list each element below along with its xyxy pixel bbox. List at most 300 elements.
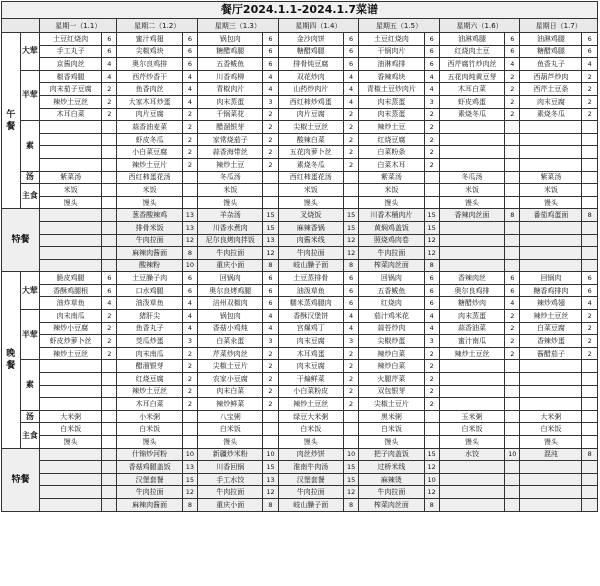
dish-name xyxy=(439,133,504,146)
menu-row xyxy=(2,310,598,323)
menu-row xyxy=(2,486,598,499)
dish-name: 醋溜银芽 xyxy=(117,360,182,373)
dish-name xyxy=(40,121,102,134)
dish-count: 15 xyxy=(182,473,197,486)
dish-count: 6 xyxy=(424,284,439,297)
dish-count: 2 xyxy=(424,385,439,398)
dish-count xyxy=(582,385,598,398)
dish-name: 素烧冬瓜 xyxy=(520,108,582,121)
dish-count xyxy=(102,398,117,411)
dish-name: 青椒肉片 xyxy=(198,83,263,96)
dish-count xyxy=(505,234,520,247)
menu-row xyxy=(2,448,598,461)
dish-name xyxy=(520,146,582,159)
menu-title: 餐厅2024.1.1-2024.1.7菜谱 xyxy=(2,2,598,19)
dish-name: 回锅肉 xyxy=(359,272,424,285)
dish-name: 油泼草鱼 xyxy=(278,284,343,297)
dish-count: 2 xyxy=(102,322,117,335)
dish-name: 回锅肉 xyxy=(520,272,582,285)
menu-row xyxy=(2,436,598,449)
menu-item-count xyxy=(102,436,117,449)
dish-count: 8 xyxy=(343,498,358,511)
menu-item: 小米粥 xyxy=(117,410,182,423)
dish-count: 2 xyxy=(263,121,278,134)
dish-name: 红烧肉 xyxy=(359,297,424,310)
dish-name: 五香鲅鱼 xyxy=(359,284,424,297)
menu-row xyxy=(2,498,598,511)
dish-name: 川香水煮肉 xyxy=(198,221,263,234)
dish-count: 4 xyxy=(505,297,520,310)
dish-count: 10 xyxy=(182,448,197,461)
menu-row xyxy=(2,95,598,108)
menu-item-count xyxy=(424,171,439,184)
menu-item: 馒头 xyxy=(198,436,263,449)
dish-count: 4 xyxy=(343,310,358,323)
dish-count: 15 xyxy=(424,209,439,222)
dish-count: 2 xyxy=(424,347,439,360)
dish-name: 肉末蒸蛋 xyxy=(359,108,424,121)
dish-name: 辣炒土豆丝 xyxy=(520,310,582,323)
dish-name: 重庆小面 xyxy=(198,498,263,511)
dish-count: 4 xyxy=(582,58,598,71)
dish-count: 6 xyxy=(102,284,117,297)
menu-table xyxy=(1,1,598,512)
dish-name: 红烧肉土豆 xyxy=(439,45,504,58)
dish-count: 8 xyxy=(424,498,439,511)
dish-count: 4 xyxy=(182,83,197,96)
dish-count: 6 xyxy=(263,272,278,285)
dish-count: 4 xyxy=(343,95,358,108)
dish-name: 鱼香肉丝 xyxy=(117,83,182,96)
dish-name: 木耳鸡蛋 xyxy=(278,347,343,360)
menu-item: 大米粥 xyxy=(520,410,582,423)
dish-count: 2 xyxy=(582,322,598,335)
dish-count: 2 xyxy=(263,360,278,373)
dish-count: 15 xyxy=(343,221,358,234)
dish-count: 6 xyxy=(182,58,197,71)
dish-count: 8 xyxy=(263,259,278,272)
dish-count: 2 xyxy=(182,373,197,386)
dish-count: 2 xyxy=(182,347,197,360)
dish-count: 6 xyxy=(343,284,358,297)
menu-item: 白米饭 xyxy=(198,423,263,436)
dish-name: 酱醋茄子 xyxy=(520,347,582,360)
menu-item: 馒头 xyxy=(40,436,102,449)
dish-count xyxy=(582,461,598,474)
dish-name: 尖椒土豆片 xyxy=(359,398,424,411)
menu-item-count xyxy=(505,436,520,449)
dish-count: 2 xyxy=(182,146,197,159)
dish-name: 家常烧茄子 xyxy=(198,133,263,146)
dish-name: 木耳白菜 xyxy=(117,398,182,411)
menu-row xyxy=(2,423,598,436)
menu-item: 冬瓜汤 xyxy=(198,171,263,184)
dish-count: 10 xyxy=(505,448,520,461)
dish-name: 肉片豆腐 xyxy=(278,108,343,121)
dish-count: 6 xyxy=(263,45,278,58)
dish-count: 4 xyxy=(263,83,278,96)
dish-count: 4 xyxy=(263,310,278,323)
dish-name: 辣炒白菜 xyxy=(359,347,424,360)
dish-name: 西芹炒香干 xyxy=(117,70,182,83)
menu-row xyxy=(2,284,598,297)
dish-name: 酸辣白菜 xyxy=(278,133,343,146)
dish-name: 油泼草鱼 xyxy=(117,297,182,310)
dish-count xyxy=(102,121,117,134)
dish-count: 4 xyxy=(102,297,117,310)
dish-name: 蒜香油菜 xyxy=(439,322,504,335)
menu-row xyxy=(2,221,598,234)
dish-count: 4 xyxy=(182,322,197,335)
menu-item-count xyxy=(582,436,598,449)
dish-count xyxy=(102,461,117,474)
dish-name: 牛肉拉面 xyxy=(278,486,343,499)
dish-name: 回锅肉 xyxy=(198,272,263,285)
dish-name: 岐山臊子面 xyxy=(278,498,343,511)
menu-row xyxy=(2,184,598,197)
menu-row xyxy=(2,360,598,373)
menu-item-count xyxy=(263,171,278,184)
menu-item: 馒头 xyxy=(40,196,102,209)
menu-row xyxy=(2,335,598,348)
dish-name: 肉末茄子豆腐 xyxy=(40,83,102,96)
dish-count: 10 xyxy=(263,448,278,461)
dish-name: 汉堡套餐 xyxy=(278,473,343,486)
dish-count: 4 xyxy=(102,58,117,71)
dish-count: 2 xyxy=(505,335,520,348)
dish-name: 奥尔良鸡排 xyxy=(439,284,504,297)
dish-count: 6 xyxy=(424,272,439,285)
menu-row xyxy=(2,146,598,159)
dish-count: 4 xyxy=(343,83,358,96)
section-label-dinner: 晚餐 xyxy=(2,272,21,448)
dish-name xyxy=(40,448,102,461)
dish-name: 芹菜炒肉丝 xyxy=(198,347,263,360)
menu-item-count xyxy=(343,436,358,449)
dish-count: 2 xyxy=(582,95,598,108)
dish-name: 农家小豆腐 xyxy=(198,373,263,386)
menu-item-count xyxy=(102,423,117,436)
dish-count xyxy=(505,146,520,159)
day-header: 星期一（1.1） xyxy=(40,19,117,33)
dish-count: 10 xyxy=(343,448,358,461)
dish-name: 肉末蒸蛋 xyxy=(359,95,424,108)
dish-name: 混沌 xyxy=(520,448,582,461)
dish-name xyxy=(40,247,102,260)
dish-name xyxy=(439,146,504,159)
dish-count: 6 xyxy=(343,297,358,310)
dish-count: 2 xyxy=(505,108,520,121)
dish-count: 2 xyxy=(343,398,358,411)
dish-count xyxy=(102,360,117,373)
dish-count: 2 xyxy=(102,347,117,360)
menu-row xyxy=(2,398,598,411)
dish-count: 12 xyxy=(182,234,197,247)
dish-name xyxy=(520,461,582,474)
dish-count: 15 xyxy=(263,461,278,474)
dish-name xyxy=(439,121,504,134)
dish-name xyxy=(520,398,582,411)
dish-count: 2 xyxy=(343,133,358,146)
dish-name: 鱼香丸子 xyxy=(520,58,582,71)
menu-item: 米饭 xyxy=(198,184,263,197)
dish-count: 8 xyxy=(343,259,358,272)
dish-count xyxy=(582,498,598,511)
dish-name: 过桥米线 xyxy=(359,461,424,474)
dish-name: 辣炒土豆片 xyxy=(117,158,182,171)
dish-name xyxy=(520,498,582,511)
dish-count xyxy=(505,486,520,499)
dish-count: 3 xyxy=(263,335,278,348)
dish-count xyxy=(582,247,598,260)
dish-count xyxy=(102,158,117,171)
dish-count xyxy=(102,473,117,486)
dish-name: 五香鲅鱼 xyxy=(198,58,263,71)
menu-item: 米饭 xyxy=(278,184,343,197)
header-corner xyxy=(2,19,40,33)
dish-name: 糖醋鸡腿 xyxy=(520,45,582,58)
menu-item-count xyxy=(343,184,358,197)
menu-row xyxy=(2,209,598,222)
dish-count: 2 xyxy=(263,146,278,159)
menu-item-count xyxy=(102,196,117,209)
dish-name xyxy=(520,486,582,499)
dish-name: 锅包肉 xyxy=(198,310,263,323)
category-label: 大荤 xyxy=(20,272,40,310)
dish-name: 锅包肉 xyxy=(198,33,263,46)
dish-count: 4 xyxy=(182,297,197,310)
dish-count: 8 xyxy=(182,247,197,260)
dish-name xyxy=(520,133,582,146)
dish-name xyxy=(40,398,102,411)
dish-name: 蒜香海带丝 xyxy=(198,146,263,159)
menu-item: 白米饭 xyxy=(278,423,343,436)
dish-name xyxy=(520,373,582,386)
dish-count: 4 xyxy=(343,322,358,335)
dish-name: 奥尔良烤鸡腿 xyxy=(198,284,263,297)
dish-name: 什锦炒河粉 xyxy=(117,448,182,461)
day-header: 星期六（1.6） xyxy=(439,19,520,33)
dish-count xyxy=(505,373,520,386)
dish-count xyxy=(582,486,598,499)
category-label: 半荤 xyxy=(20,70,40,120)
dish-name xyxy=(439,221,504,234)
dish-name: 红烧豆腐 xyxy=(117,373,182,386)
menu-row xyxy=(2,196,598,209)
dish-name: 虾皮炒萝卜丝 xyxy=(40,335,102,348)
menu-item: 馒头 xyxy=(520,436,582,449)
dish-name xyxy=(439,259,504,272)
dish-count xyxy=(505,259,520,272)
dish-count: 3 xyxy=(424,95,439,108)
dish-name: 木耳白菜 xyxy=(40,108,102,121)
dish-count: 2 xyxy=(424,121,439,134)
dish-name: 山药炒肉片 xyxy=(278,83,343,96)
dish-count: 10 xyxy=(424,473,439,486)
dish-count: 8 xyxy=(582,209,598,222)
dish-count: 6 xyxy=(263,33,278,46)
dish-count: 6 xyxy=(582,33,598,46)
dish-count: 2 xyxy=(102,335,117,348)
dish-name xyxy=(439,385,504,398)
dish-name: 香辣炒蛋 xyxy=(520,335,582,348)
menu-row xyxy=(2,33,598,46)
dish-name: 蜜汁鸡翅 xyxy=(117,33,182,46)
menu-item: 米饭 xyxy=(520,184,582,197)
menu-row xyxy=(2,297,598,310)
dish-name: 淮南牛肉汤 xyxy=(278,461,343,474)
dish-name: 牛肉拉面 xyxy=(117,234,182,247)
dish-name: 辣炒土豆 xyxy=(359,121,424,134)
dish-count xyxy=(505,221,520,234)
dish-name: 茭瓜炒蛋 xyxy=(117,335,182,348)
menu-item-count xyxy=(505,196,520,209)
menu-item: 馒头 xyxy=(359,436,424,449)
dish-count: 8 xyxy=(424,259,439,272)
dish-name xyxy=(40,209,102,222)
dish-count: 2 xyxy=(182,158,197,171)
dish-count: 2 xyxy=(343,121,358,134)
dish-count xyxy=(102,486,117,499)
dish-count: 12 xyxy=(263,247,278,260)
dish-name: 辣炒小豆腐 xyxy=(40,322,102,335)
dish-count: 4 xyxy=(102,70,117,83)
dish-name: 双包银芽 xyxy=(359,385,424,398)
dish-name: 肉酱米线 xyxy=(278,234,343,247)
dish-count: 12 xyxy=(343,234,358,247)
dish-name: 尖椒炒蛋 xyxy=(359,335,424,348)
dish-name: 土豆臊子肉 xyxy=(117,272,182,285)
dish-name: 糯米蒸鸡腿肉 xyxy=(278,297,343,310)
dish-name: 香辣鸡块 xyxy=(359,70,424,83)
dish-count: 4 xyxy=(424,83,439,96)
menu-item: 西红柿蛋花汤 xyxy=(117,171,182,184)
dish-name: 麻辣烫 xyxy=(359,473,424,486)
dish-name: 香酥汉堡饼 xyxy=(278,310,343,323)
dish-name: 猪肝尖 xyxy=(117,310,182,323)
dish-name: 把子肉盖饭 xyxy=(359,448,424,461)
menu-item: 白米饭 xyxy=(359,423,424,436)
dish-count: 2 xyxy=(505,95,520,108)
dish-count: 15 xyxy=(343,461,358,474)
dish-count: 6 xyxy=(182,45,197,58)
dish-count xyxy=(102,247,117,260)
menu-item: 玉米粥 xyxy=(439,410,504,423)
menu-row xyxy=(2,121,598,134)
dish-count: 4 xyxy=(263,322,278,335)
menu-row xyxy=(2,322,598,335)
dish-count: 6 xyxy=(263,297,278,310)
menu-item: 馒头 xyxy=(198,196,263,209)
dish-name: 香辣肉丝 xyxy=(439,272,504,285)
dish-count: 2 xyxy=(424,108,439,121)
dish-count: 2 xyxy=(343,373,358,386)
dish-count: 13 xyxy=(182,209,197,222)
menu-item-count xyxy=(424,436,439,449)
dish-name: 鱼香丸子 xyxy=(117,322,182,335)
dish-name: 白菜木耳 xyxy=(359,158,424,171)
menu-item-count xyxy=(263,423,278,436)
dish-count: 2 xyxy=(582,108,598,121)
dish-name: 麻辣香锅 xyxy=(278,221,343,234)
dish-name: 土豆红烧肉 xyxy=(359,33,424,46)
dish-name xyxy=(439,398,504,411)
dish-count: 2 xyxy=(582,70,598,83)
dish-count: 2 xyxy=(505,322,520,335)
dish-count: 12 xyxy=(343,247,358,260)
dish-name: 西芹土豆条 xyxy=(520,83,582,96)
dish-name: 香菇小鸡炖 xyxy=(198,322,263,335)
menu-item: 馒头 xyxy=(520,196,582,209)
dish-name: 川香鸡柳 xyxy=(198,70,263,83)
category-label: 汤 xyxy=(20,410,40,423)
menu-item-count xyxy=(102,410,117,423)
dish-name: 糖醋鸡腿 xyxy=(278,45,343,58)
dish-count: 6 xyxy=(182,272,197,285)
dish-count xyxy=(102,209,117,222)
menu-item: 米饭 xyxy=(359,184,424,197)
dish-count: 2 xyxy=(424,146,439,159)
dish-count: 2 xyxy=(182,108,197,121)
dish-name: 葱香酸辣鸡 xyxy=(117,209,182,222)
dish-count: 2 xyxy=(182,385,197,398)
dish-name: 千锅菜花 xyxy=(198,108,263,121)
dish-name: 肉片豆腐 xyxy=(117,108,182,121)
menu-item: 米饭 xyxy=(117,184,182,197)
dish-count xyxy=(505,498,520,511)
dish-name xyxy=(40,146,102,159)
menu-row xyxy=(2,410,598,423)
dish-count: 6 xyxy=(343,33,358,46)
menu-row xyxy=(2,259,598,272)
dish-name: 糖醋炒肉 xyxy=(439,297,504,310)
dish-count: 6 xyxy=(505,45,520,58)
dish-name: 白菜豆腐 xyxy=(520,322,582,335)
dish-count: 6 xyxy=(582,45,598,58)
dish-name: 蒜香油麦菜 xyxy=(117,121,182,134)
menu-item-count xyxy=(263,184,278,197)
day-header-row xyxy=(2,19,598,33)
dish-name: 糖香鸡排肉 xyxy=(520,284,582,297)
dish-name: 香菇鸡腿盖饭 xyxy=(117,461,182,474)
dish-name: 土豆蒸排骨 xyxy=(278,272,343,285)
dish-name: 油淋鸡腿 xyxy=(520,33,582,46)
dish-count: 3 xyxy=(182,335,197,348)
dish-count: 2 xyxy=(182,121,197,134)
dish-count: 6 xyxy=(182,33,197,46)
dish-name: 虾皮冬瓜 xyxy=(117,133,182,146)
dish-name: 火腿芹菜 xyxy=(359,373,424,386)
dish-name: 汉堡套餐 xyxy=(117,473,182,486)
dish-name: 手工丸子 xyxy=(40,45,102,58)
dish-count xyxy=(102,448,117,461)
menu-item: 白米饭 xyxy=(40,423,102,436)
dish-name: 牛肉拉面 xyxy=(359,486,424,499)
menu-item: 西红柿蛋花汤 xyxy=(278,171,343,184)
menu-item: 馒头 xyxy=(117,436,182,449)
dish-count: 8 xyxy=(182,498,197,511)
category-label: 汤 xyxy=(20,171,40,184)
dish-count: 15 xyxy=(424,448,439,461)
dish-name: 素烧冬瓜 xyxy=(278,158,343,171)
dish-name: 土豆红烧肉 xyxy=(40,33,102,46)
dish-count: 3 xyxy=(424,335,439,348)
menu-item-count xyxy=(182,171,197,184)
dish-count: 2 xyxy=(263,373,278,386)
menu-item-count xyxy=(343,196,358,209)
menu-item-count xyxy=(582,171,598,184)
menu-item: 馒头 xyxy=(439,436,504,449)
